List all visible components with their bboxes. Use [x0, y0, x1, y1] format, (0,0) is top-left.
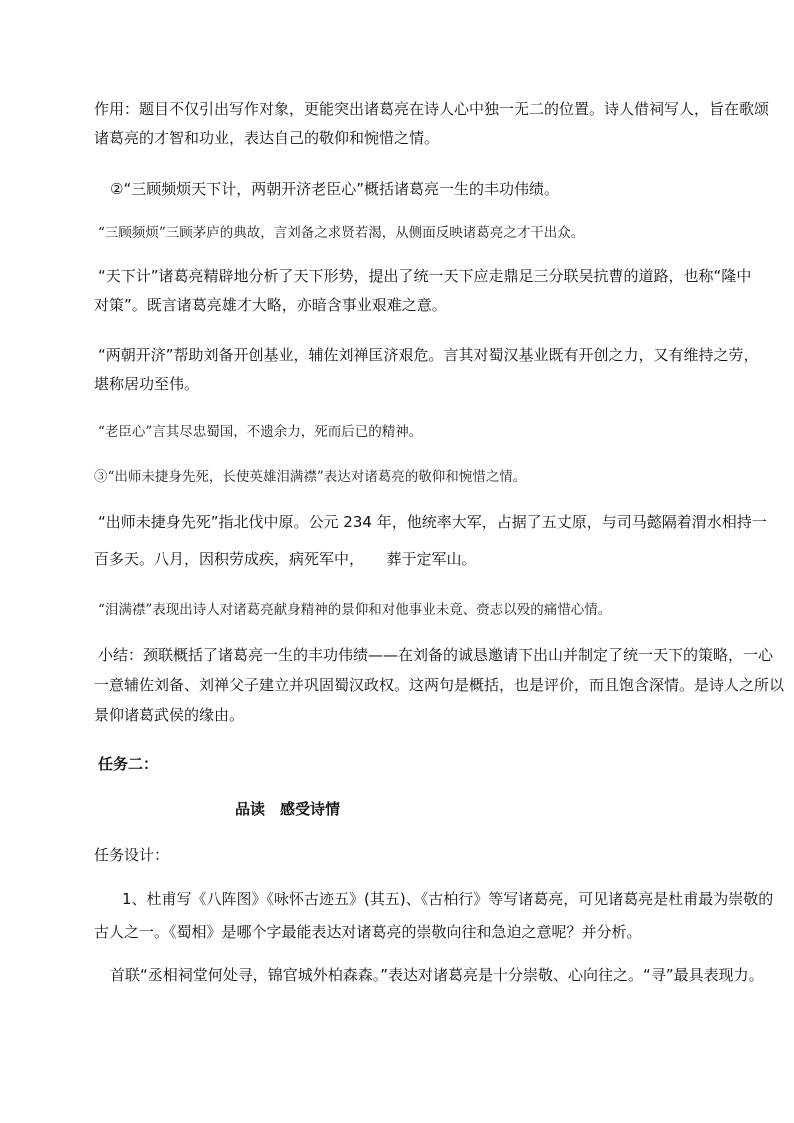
text-line: 古人之一。《蜀相》是哪个字最能表达对诸葛亮的崇敬向往和急迫之意呢？并分析。: [94, 923, 642, 941]
text-line: “天下计”诸葛亮精辟地分析了天下形势，提出了统一天下应走鼎足三分联吴抗曹的道路，也称“隆中: [98, 267, 752, 285]
task-design-label: 任务设计：: [94, 846, 170, 864]
task-heading: 任务二：: [98, 755, 159, 773]
text-line: 诸葛亮的才智和功业，表达自己的敬仰和惋惜之情。: [94, 129, 440, 147]
paragraph-effect: [94, 95, 770, 153]
paragraph-laochenxin: [98, 418, 742, 447]
text-line: 小结：颈联概括了诸葛亮一生的丰功伟绩——在刘备的诚恳邀请下出山并制定了统一天下的策略，一心: [98, 646, 774, 664]
paragraph-chushi: [94, 508, 767, 574]
text-line: 堪称居功至伟。: [94, 375, 200, 393]
task-answer: 首联“丞相祠堂何处寻，锦官城外柏森森。”表达对诸葛亮是十分崇敬、心向往之。“寻”最具表现力。: [110, 966, 764, 984]
text-line: “泪满襟”表现出诗人对诸葛亮献身精神的景仰和对他事业未竟、赍志以殁的痛惜心情。: [98, 602, 612, 618]
paragraph-sangu: [98, 219, 742, 248]
text-line: 百多天。八月，因积劳成疾，病死军中， 葬于定军山。: [94, 550, 477, 568]
paragraph-tianxiaji: [94, 262, 752, 320]
paragraph-point-3: [94, 463, 738, 492]
task-title: 品读 感受诗情: [235, 800, 341, 818]
text-line: “三顾频烦”三顾茅庐的典故，言刘备之求贤若渴，从侧面反映诸葛亮之才干出众。: [98, 225, 585, 241]
text-line: “老臣心”言其尽忠蜀国，不遗余力，死而后已的精神。: [98, 424, 423, 440]
paragraph-leimanjin: [98, 596, 742, 625]
paragraph-summary: [94, 640, 785, 730]
text-line: “出师未捷身先死”指北伐中原。公元 234 年，他统率大军，占据了五丈原，与司马懿隔着渭水相持一: [98, 513, 767, 531]
text-line: ②“三顾频烦天下计，两朝开济老臣心”概括诸葛亮一生的丰功伟绩。: [110, 180, 559, 198]
text-line: 作用：题目不仅引出写作对象，更能突出诸葛亮在诗人心中独一无二的位置。诗人借祠写人，旨在歌颂: [94, 100, 770, 118]
text-line: 1、杜甫写《八阵图》《咏怀古迹五》(其五)、《古柏行》等写诸葛亮，可见诸葛亮是杜甫最为崇敬的: [122, 890, 774, 908]
task-question: [94, 883, 774, 949]
text-line: 景仰诸葛武侯的缘由。: [94, 706, 245, 724]
text-line: 对策”。既言诸葛亮雄才大略，亦暗含事业艰难之意。: [94, 296, 447, 314]
text-line: ③“出师未捷身先死，长使英雄泪满襟”表达对诸葛亮的敬仰和惋惜之情。: [94, 469, 527, 485]
text-line: 一意辅佐刘备、刘禅父子建立并巩固蜀汉政权。这两句是概括，也是评价，而且饱含深情。是诗人之所以: [94, 676, 785, 694]
text-line: “两朝开济”帮助刘备开创基业，辅佐刘禅匡济艰危。言其对蜀汉基业既有开创之力，又有维持之劳，: [98, 346, 759, 364]
paragraph-point-2: [110, 175, 754, 204]
paragraph-liangchao: [94, 341, 759, 399]
